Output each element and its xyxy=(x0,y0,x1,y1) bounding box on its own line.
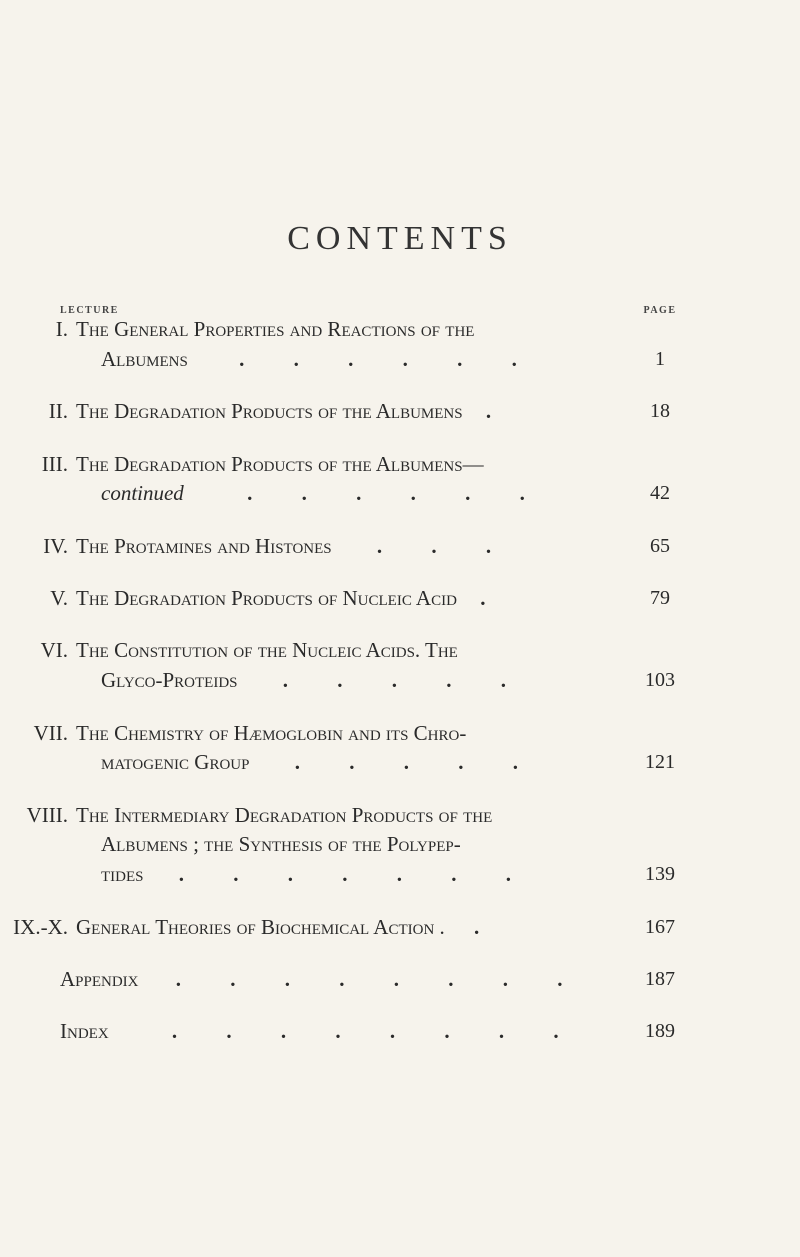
leader-dots: . . . . . . . xyxy=(178,862,533,886)
leader-dots: . . . . . . . . xyxy=(175,967,585,991)
entry-title: The Protamines and Histones xyxy=(76,534,332,558)
leader-dots: . xyxy=(480,586,508,610)
page-number: 79 xyxy=(650,587,670,609)
entry-number: V. xyxy=(50,586,68,610)
page-number: 18 xyxy=(650,400,670,422)
entry-title: Index xyxy=(60,1019,109,1043)
page-number: 1 xyxy=(655,348,665,370)
entry-number: VII. xyxy=(33,721,68,745)
page-number: 139 xyxy=(645,863,675,885)
leader-dots: . . . . . . . . xyxy=(171,1019,581,1043)
entry-title: The Degradation Products of Nucleic Acid xyxy=(76,586,457,610)
entry-title: General Theories of Biochemical Action . xyxy=(76,915,445,939)
page-column-header: PAGE xyxy=(643,305,677,316)
entry-number: VIII. xyxy=(26,803,68,827)
page-number: 103 xyxy=(645,669,675,691)
leader-dots: . xyxy=(474,915,502,939)
page-number: 42 xyxy=(650,482,670,504)
leader-dots: . . . . . . xyxy=(247,481,547,505)
page-number: 187 xyxy=(645,968,675,990)
entry-title: The Constitution of the Nucleic Acids. The xyxy=(76,638,458,662)
leader-dots: . . . . . . xyxy=(239,347,539,371)
entry-number: VI. xyxy=(40,638,68,662)
entry-title: Appendix xyxy=(60,967,139,991)
leader-dots: . . . xyxy=(376,534,514,558)
leader-dots: . . . . . xyxy=(282,668,529,692)
page-number: 167 xyxy=(645,916,675,938)
leader-dots: . xyxy=(485,399,514,423)
entry-title-continued: Albumens ; the Synthesis of the Polypep- xyxy=(101,832,461,856)
entry-number: II. xyxy=(48,399,68,423)
entry-title: The Degradation Products of the Albumens xyxy=(76,399,463,423)
page-number: 65 xyxy=(650,535,670,557)
entry-title-continued: Albumens xyxy=(101,347,188,371)
entry-number: I. xyxy=(55,317,68,341)
page-number: 121 xyxy=(645,751,675,773)
page-title: CONTENTS xyxy=(287,220,513,257)
lecture-column-header: LECTURE xyxy=(60,305,119,316)
entry-title-continued: tides xyxy=(101,862,144,886)
leader-dots: . . . . . xyxy=(294,750,540,774)
entry-title: The General Properties and Reactions of the xyxy=(76,317,475,341)
entry-title: The Intermediary Degradation Products of the xyxy=(76,803,493,827)
page-number: 189 xyxy=(645,1020,675,1042)
entry-title-continued: matogenic Group xyxy=(101,750,250,774)
entry-title: The Degradation Products of the Albumens— xyxy=(76,452,484,476)
entry-number: IV. xyxy=(43,534,68,558)
entry-number: IX.-X. xyxy=(13,915,68,939)
entry-title-continued: continued xyxy=(101,481,184,505)
entry-title-continued: Glyco-Proteids xyxy=(101,668,238,692)
entry-title: The Chemistry of Hæmoglobin and its Chro- xyxy=(76,721,467,745)
entry-number: III. xyxy=(41,452,68,476)
